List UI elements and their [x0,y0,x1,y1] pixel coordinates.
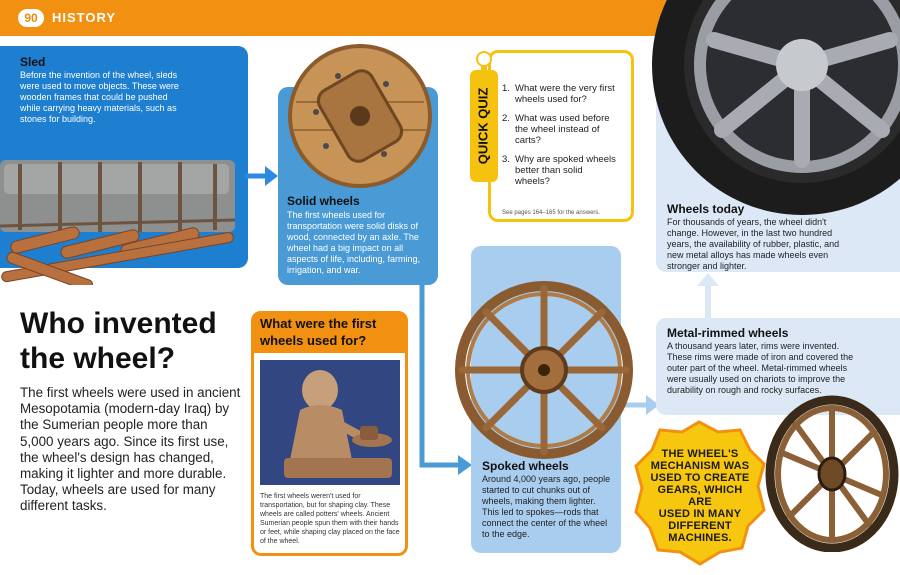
spoked-wheels-title: Spoked wheels [482,459,569,473]
page-title: Who invented the wheel? [20,307,217,375]
solid-wheels-text: The first wheels used for transportation were solid disks of wood, connected by an axle. The wheel had a big impact on all aspects of life, including, farming, irrigation, and war. [287,210,421,275]
quiz-label [470,70,498,182]
spoked-wheel-image [452,278,637,463]
arrow-up-icon [696,272,720,320]
quiz-question: 3. Why are spoked wheels better than solid wheels? [502,154,616,187]
metal-rimmed-title: Metal-rimmed wheels [667,326,789,340]
wheels-today-title: Wheels today [667,202,745,216]
intro-text: The first wheels were used in ancient Mesopotamia (modern-day Iraq) by the Sumerian people more than 5,000 years ago. Since its first use, the wheel's design has changed, making it lighter and more durable. Today, wheels are used for many different tasks. [20,385,241,514]
spoked-wheels-text: Around 4,000 years ago, people started to cut chunks out of wheels, making them lighter. This led to spokes—rods that connect the center of the wheel to the edge. [482,474,611,539]
section-label: HISTORY [52,10,117,25]
fact-badge-text: THE WHEEL'S MECHANISM WAS USED TO CREATE GEARS, WHICH ARE USED IN MANY DIFFERENT MACHINES. [650,448,750,544]
arrow-right-icon [245,164,279,188]
sled-image [0,140,245,285]
sled-title: Sled [20,55,46,69]
quiz-questions [502,83,620,195]
metal-rimmed-wheel-image [760,392,900,552]
sled-text: Before the invention of the wheel, sleds were used to move objects. These were wooden frames that could be pushed while carrying heavy materials, such as stones for building. [20,70,179,124]
solid-wheel-image [286,42,434,190]
solid-wheels-title: Solid wheels [287,194,360,208]
metal-rimmed-text: A thousand years later, rims were invented. These rims were made of iron and covered the outer part of the wheel. Metal-rimmed wheels were usually used on chariots to improve the durability on rough and rocky surfaces. [667,341,854,395]
quiz-question: 2. What was used before the wheel instead of carts? [502,113,610,146]
lightbulb-icon [474,50,494,72]
quiz-question: 1. What were the very first wheels used for? [502,83,615,105]
page-number: 90 [18,9,44,27]
potters-wheel-image [260,360,400,485]
potters-wheel-card-title: What were the first wheels used for? [260,316,377,348]
tire-image [652,0,900,220]
quiz-label-text: QUICK QUIZ [475,87,491,165]
potters-wheel-caption: The first wheels weren't used for transportation, but for shaping clay. These wheels are called potters' wheels. Ancient Sumerian people spun them with their hands or feet, while shaping clay placed on the face of the wheel. [260,493,400,545]
quiz-answer-note: See pages 164–165 for the answers. [502,210,601,216]
wheels-today-text: For thousands of years, the wheel didn't change. However, in the last two hundred years, the availability of rubber, plastic, and new metal alloys has made wheels even stronger and lighter. [667,217,840,271]
